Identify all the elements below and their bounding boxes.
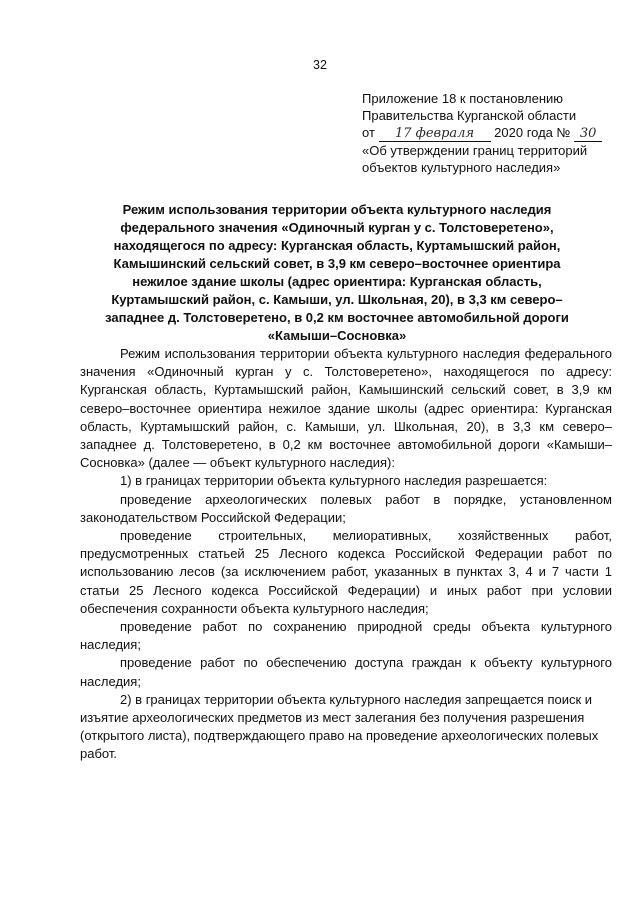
document-body xyxy=(80,345,612,764)
section-1-item: проведение строительных, мелиоративных, хозяйственных работ, предусмотренных статьей 25 Лесного кодекса Российской Федерации работ по использованию лесов (за исключением работ, указанных в пунктах 3, 4 и 7 части 1 статьи 25 Лесного кодекса Российской Федерации) и иных работ при условии обеспечения сохранности объекта культурного наследия; xyxy=(80,528,612,616)
heading-line: нежилое здание школы (адрес ориентира: Курганская область, xyxy=(132,274,542,289)
heading-line: Куртамышский район, с. Камыши, ул. Школьная, 20), в 3,3 км северо– xyxy=(111,292,563,307)
appendix-line-5: объектов культурного наследия» xyxy=(362,160,561,175)
heading-line: находящегося по адресу: Курганская область, Куртамышский район, xyxy=(113,238,561,253)
section-1-item: проведение работ по обеспечению доступа граждан к объекту культурного наследия; xyxy=(80,655,612,689)
date-prefix: от xyxy=(362,125,375,140)
heading-line: федерального значения «Одиночный курган у с. Толстоверетено», xyxy=(120,220,554,235)
appendix-line-4: «Об утверждении границ территорий xyxy=(362,143,588,158)
section-1-item: проведение работ по сохранению природной среды объекта культурного наследия; xyxy=(80,619,612,653)
section-1-item: проведение археологических полевых работ в порядке, установленном законодательством Российской Федерации; xyxy=(80,491,612,525)
handwritten-date: 17 февраля xyxy=(379,127,491,142)
appendix-date-line xyxy=(362,124,612,142)
heading-line: Камышинский сельский совет, в 3,9 км северо–восточнее ориентира xyxy=(113,256,561,271)
document-heading xyxy=(72,201,602,345)
appendix-header xyxy=(362,90,612,176)
section-1-title: 1) в границах территории объекта культурного наследия разрешается: xyxy=(120,473,548,489)
intro-paragraph: Режим использования территории объекта культурного наследия федерального значения «Одиночный курган у с. Толстоверетено», находящегося по адресу: Курганская область, Куртамышский район, Камышинский сельский совет, в 3,9 км северо–восточнее ориентира нежилое здание школы (адрес ориентира: Курганская область, Куртамышский район, с. Камыши, ул. Школьная, 20), в 3,3 км северо–западнее д. Толстоверетено, в 0,2 км восточнее автомобильной дороги «Камыши–Сосновка» (далее — объект культурного наследия): xyxy=(80,346,612,471)
handwritten-number: 30 xyxy=(574,127,602,142)
appendix-line-2: Правительства Курганской области xyxy=(362,108,577,123)
year-text: 2020 года № xyxy=(494,125,571,140)
heading-line: западнее д. Толстоверетено, в 0,2 км восточнее автомобильной дороги xyxy=(105,310,569,325)
page-number: 32 xyxy=(313,58,327,72)
heading-line: Режим использования территории объекта культурного наследия xyxy=(122,202,552,217)
section-2-paragraph: 2) в границах территории объекта культурного наследия запрещается поиск и изъятие археологических предметов из мест залегания без получения разрешения (открытого листа), подтверждающего право на проведение археологических полевых работ. xyxy=(80,691,599,762)
appendix-line-1: Приложение 18 к постановлению xyxy=(362,91,564,106)
heading-line: «Камыши–Сосновка» xyxy=(267,328,407,343)
